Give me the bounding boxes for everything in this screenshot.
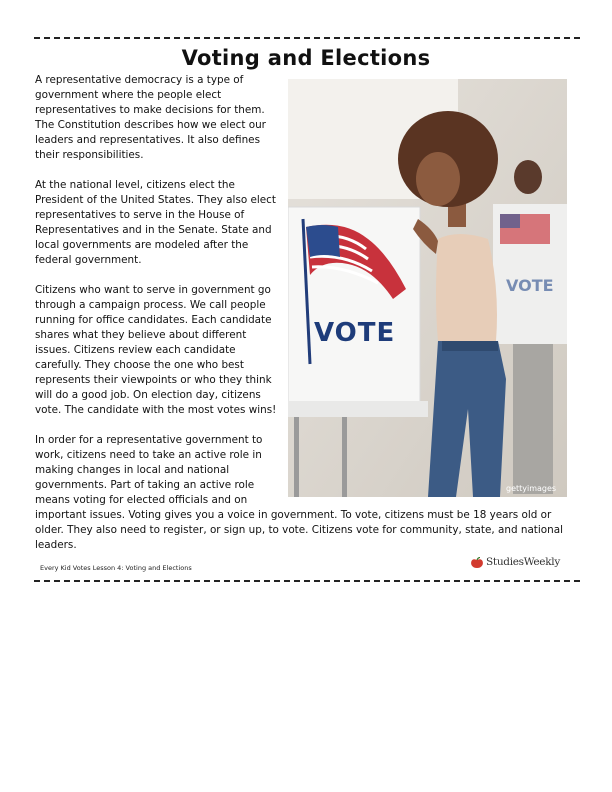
- back-booth-vote-label: VOTE: [506, 276, 554, 295]
- voting-photo-illustration: [288, 79, 567, 497]
- photo-watermark: gettyimages: [506, 484, 557, 493]
- paragraph: At the national level, citizens elect the President of the United States. They also elect representatives to serve in the House of Representatives and in the Senate. State and local governments are modeled after the federal government.: [35, 179, 276, 266]
- lesson-footer: Every Kid Votes Lesson 4: Voting and Elections: [40, 564, 192, 572]
- voting-booth-photo: [288, 79, 567, 497]
- booth-vote-label: VOTE: [314, 318, 396, 348]
- studies-weekly-logo: [470, 556, 560, 568]
- brand-name: StudiesWeekly: [486, 556, 560, 568]
- top-dashed-border: [34, 37, 580, 39]
- paragraph: In order for a representative government to work, citizens need to take an active role in making changes in local and national governments. Part of taking an active role means voting for elected officials and on important issues. Voting gives you a voice in government. To vote, citizens must be 18 years old or older. They also need to register, or sign up, to vote. Citizens vote for community, state, and national leaders.: [35, 434, 563, 551]
- page-title: Voting and Elections: [181, 46, 431, 70]
- article-body: [35, 73, 580, 553]
- apple-icon: [470, 557, 484, 568]
- background-flag-icon: [500, 214, 550, 244]
- paragraph: Citizens who want to serve in government go through a campaign process. We call people running for office candidates. Each candidate shares what they believe about different issues. Citizens review each candidate carefully. They choose the one who best represents their viewpoints or who they think will do a good job. On election day, citizens vote. The candidate with the most votes wins!: [35, 284, 277, 416]
- bottom-dashed-border: [34, 580, 580, 582]
- paragraph: A representative democracy is a type of government where the people elect representatives to make decisions for them. The Constitution describes how we elect our leaders and representatives. It also defines their responsibilities.: [35, 74, 266, 161]
